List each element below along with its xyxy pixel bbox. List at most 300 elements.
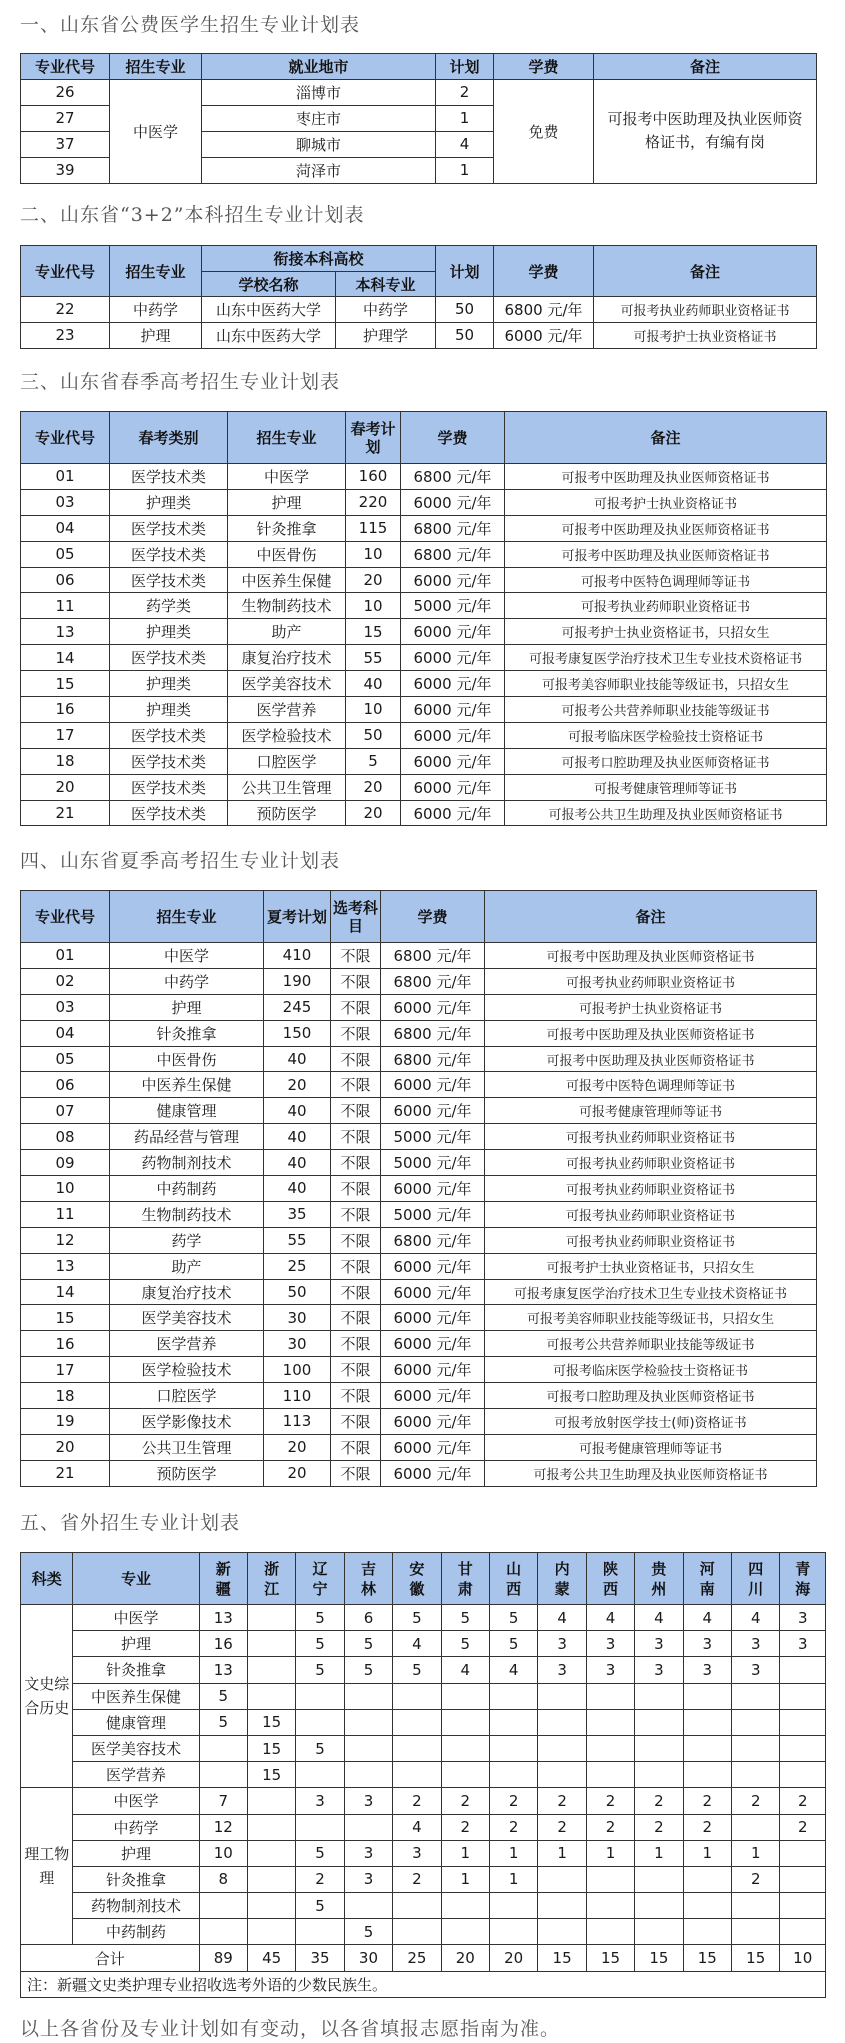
cell (586, 1866, 634, 1892)
cell: 可报考临床医学检验技士资格证书 (505, 722, 827, 748)
cell: 5000 元/年 (381, 1150, 485, 1176)
table-row (21, 1279, 817, 1305)
cell (683, 1866, 731, 1892)
cell (635, 1919, 683, 1945)
cell: 15 (21, 671, 110, 697)
cell (780, 1683, 826, 1709)
cell: 菏泽市 (202, 157, 436, 183)
table-row (21, 800, 827, 826)
cell: 医学技术类 (110, 774, 228, 800)
cell: 2 (780, 1788, 826, 1814)
cell: 20 (489, 1945, 537, 1971)
cell: 3 (344, 1866, 392, 1892)
cell: 可报考护士执业资格证书 (505, 489, 827, 515)
section-5-title: 五、省外招生专业计划表 (20, 1512, 241, 1534)
cell: 2 (441, 1814, 489, 1840)
cell: 公共卫生管理 (110, 1434, 264, 1460)
cell: 03 (21, 489, 110, 515)
table-row (21, 1460, 817, 1486)
fee-cell: 免费 (494, 80, 594, 184)
cell: 可报考执业药师职业资格证书 (485, 1176, 817, 1202)
cell: 医学技术类 (110, 515, 228, 541)
cell: 针灸推拿 (110, 1020, 264, 1046)
cell: 6000 元/年 (401, 567, 505, 593)
cell: 2 (732, 1866, 780, 1892)
cell: 5 (441, 1631, 489, 1657)
cell (296, 1919, 344, 1945)
cell: 40 (264, 1150, 331, 1176)
table-row (21, 80, 817, 106)
cell: 2 (296, 1866, 344, 1892)
table-row (21, 541, 827, 567)
cell: 不限 (331, 1331, 381, 1357)
cell: 03 (21, 994, 110, 1020)
cell: 口腔医学 (228, 748, 346, 774)
header-cell: 春考计划 (346, 412, 401, 464)
cell: 可报考执业药师职业资格证书 (594, 297, 817, 323)
cell: 50 (436, 297, 494, 323)
header-cell: 专业代号 (21, 246, 110, 297)
cell: 医学营养 (73, 1762, 199, 1788)
cell (683, 1709, 731, 1735)
cell: 15 (635, 1945, 683, 1971)
cell: 14 (21, 645, 110, 671)
cell: 6000 元/年 (381, 1383, 485, 1409)
cell: 27 (21, 105, 110, 131)
cell: 113 (264, 1409, 331, 1435)
cell: 15 (247, 1735, 295, 1761)
cell: 10 (780, 1945, 826, 1971)
cell: 不限 (331, 968, 381, 994)
cell: 150 (264, 1020, 331, 1046)
cell: 20 (264, 1460, 331, 1486)
header-cell: 专业 (73, 1553, 199, 1605)
cell: 中医养生保健 (73, 1683, 199, 1709)
cell: 山东中医药大学 (202, 297, 336, 323)
cell (489, 1762, 537, 1788)
category-cell: 理工物理 (21, 1788, 73, 1945)
cell (344, 1683, 392, 1709)
cell: 聊城市 (202, 131, 436, 157)
cell: 5 (296, 1735, 344, 1761)
cell: 2 (683, 1788, 731, 1814)
cell: 2 (436, 80, 494, 106)
cell: 3 (344, 1788, 392, 1814)
cell: 6000 元/年 (401, 697, 505, 723)
table-row (21, 722, 827, 748)
header-cell: 山西 (489, 1553, 537, 1605)
cell: 115 (346, 515, 401, 541)
header-cell: 就业地市 (202, 54, 436, 80)
cell (393, 1709, 441, 1735)
table-row (21, 1631, 826, 1657)
header-cell: 衔接本科高校 (202, 246, 436, 272)
cell: 2 (393, 1866, 441, 1892)
cell (732, 1762, 780, 1788)
cell (586, 1735, 634, 1761)
cell: 21 (21, 800, 110, 826)
cell: 20 (264, 1072, 331, 1098)
cell (732, 1814, 780, 1840)
cell: 1 (489, 1866, 537, 1892)
cell: 09 (21, 1150, 110, 1176)
cell: 3 (538, 1631, 586, 1657)
cell: 中药制药 (73, 1919, 199, 1945)
cell: 可报考美容师职业技能等级证书，只招女生 (505, 671, 827, 697)
cell: 山东中医药大学 (202, 322, 336, 348)
cell: 中医学 (228, 464, 346, 490)
cell: 18 (21, 1383, 110, 1409)
cell: 04 (21, 1020, 110, 1046)
cell: 可报考中医助理及执业医师资格证书 (485, 943, 817, 969)
cell: 3 (780, 1605, 826, 1631)
cell: 5 (199, 1683, 247, 1709)
cell: 不限 (331, 1176, 381, 1202)
cell: 23 (21, 322, 110, 348)
table-row (21, 567, 827, 593)
cell: 2 (732, 1788, 780, 1814)
table-row (21, 968, 817, 994)
header-cell: 学费 (494, 54, 594, 80)
cell (441, 1735, 489, 1761)
cell: 30 (264, 1331, 331, 1357)
cell: 5 (393, 1605, 441, 1631)
cell: 30 (344, 1945, 392, 1971)
header-cell: 甘肃 (441, 1553, 489, 1605)
cell (635, 1683, 683, 1709)
cell: 4 (732, 1605, 780, 1631)
cell: 2 (635, 1814, 683, 1840)
cell: 16 (21, 697, 110, 723)
table-row (21, 1046, 817, 1072)
cell (683, 1919, 731, 1945)
header-cell: 春考类别 (110, 412, 228, 464)
cell: 合计 (21, 1945, 200, 1971)
cell (393, 1893, 441, 1919)
cell: 160 (346, 464, 401, 490)
cell: 245 (264, 994, 331, 1020)
cell: 1 (732, 1840, 780, 1866)
cell: 可报考护士执业资格证书 (485, 994, 817, 1020)
cell: 不限 (331, 1020, 381, 1046)
cell: 13 (199, 1657, 247, 1683)
cell (538, 1866, 586, 1892)
out-of-province-table (20, 1552, 826, 1998)
cell: 6000 元/年 (401, 800, 505, 826)
cell: 190 (264, 968, 331, 994)
table-row (21, 1735, 826, 1761)
cell: 护理 (110, 322, 202, 348)
cell: 5 (296, 1893, 344, 1919)
major-cell: 中医学 (110, 80, 202, 184)
cell: 2 (635, 1788, 683, 1814)
cell: 5 (296, 1631, 344, 1657)
cell: 6800 元/年 (381, 943, 485, 969)
cell: 6800 元/年 (401, 464, 505, 490)
cell: 6800 元/年 (381, 1227, 485, 1253)
cell: 20 (346, 567, 401, 593)
cell: 可报考临床医学检验技士资格证书 (485, 1357, 817, 1383)
cell (732, 1893, 780, 1919)
cell: 2 (441, 1788, 489, 1814)
cell (199, 1762, 247, 1788)
cell (635, 1762, 683, 1788)
table-row (21, 1331, 817, 1357)
header-cell: 招生专业 (110, 246, 202, 297)
cell: 可报考中医助理及执业医师资格证书 (505, 464, 827, 490)
header-cell: 青海 (780, 1553, 826, 1605)
cell: 护理 (73, 1840, 199, 1866)
cell (393, 1919, 441, 1945)
cell: 针灸推拿 (73, 1657, 199, 1683)
table-row (21, 1201, 817, 1227)
cell: 22 (21, 297, 110, 323)
cell: 可报考执业药师职业资格证书 (485, 968, 817, 994)
cell: 6000 元/年 (494, 322, 594, 348)
cell (489, 1919, 537, 1945)
three-plus-two-table (20, 245, 817, 349)
cell (538, 1919, 586, 1945)
cell (780, 1709, 826, 1735)
cell: 医学美容技术 (228, 671, 346, 697)
cell: 16 (21, 1331, 110, 1357)
cell (247, 1814, 295, 1840)
cell: 可报考公共卫生助理及执业医师资格证书 (505, 800, 827, 826)
cell (393, 1762, 441, 1788)
cell (780, 1919, 826, 1945)
header-cell: 备注 (485, 891, 817, 943)
cell: 可报考口腔助理及执业医师资格证书 (505, 748, 827, 774)
cell: 药学 (110, 1227, 264, 1253)
table-row (21, 774, 827, 800)
cell: 10 (199, 1840, 247, 1866)
cell: 6000 元/年 (381, 1279, 485, 1305)
cell: 13 (199, 1605, 247, 1631)
cell: 中医骨伤 (110, 1046, 264, 1072)
cell: 3 (296, 1788, 344, 1814)
cell: 中医学 (73, 1605, 199, 1631)
header-cell: 备注 (505, 412, 827, 464)
cell: 可报考公共营养师职业技能等级证书 (485, 1331, 817, 1357)
cell: 40 (264, 1176, 331, 1202)
cell: 20 (346, 774, 401, 800)
cell: 中药制药 (110, 1176, 264, 1202)
cell: 10 (346, 593, 401, 619)
cell: 6000 元/年 (401, 645, 505, 671)
header-cell: 四川 (732, 1553, 780, 1605)
cell: 5 (441, 1605, 489, 1631)
header-cell: 备注 (594, 246, 817, 297)
table-note: 注：新疆文史类护理专业招收选考外语的少数民族生。 (21, 1971, 826, 1997)
cell: 4 (489, 1657, 537, 1683)
cell: 护理类 (110, 489, 228, 515)
cell: 医学影像技术 (110, 1409, 264, 1435)
cell: 5 (199, 1709, 247, 1735)
cell: 3 (393, 1840, 441, 1866)
cell: 不限 (331, 1409, 381, 1435)
table-row (21, 1150, 817, 1176)
cell: 医学美容技术 (73, 1735, 199, 1761)
cell (586, 1919, 634, 1945)
cell: 康复治疗技术 (110, 1279, 264, 1305)
cell: 13 (21, 1253, 110, 1279)
cell: 医学营养 (110, 1331, 264, 1357)
table-row (21, 1124, 817, 1150)
header-cell: 学校名称 (202, 272, 336, 297)
cell: 06 (21, 1072, 110, 1098)
cell: 中医学 (73, 1788, 199, 1814)
cell: 医学技术类 (110, 800, 228, 826)
cell: 可报考中医特色调理师等证书 (505, 567, 827, 593)
cell (489, 1709, 537, 1735)
cell: 6 (344, 1605, 392, 1631)
cell: 不限 (331, 1357, 381, 1383)
cell: 助产 (228, 619, 346, 645)
header-cell: 本科专业 (336, 272, 436, 297)
cell (247, 1631, 295, 1657)
cell (489, 1735, 537, 1761)
cell: 50 (436, 322, 494, 348)
table-row (21, 464, 827, 490)
table-row (21, 1176, 817, 1202)
cell: 35 (296, 1945, 344, 1971)
cell: 50 (346, 722, 401, 748)
header-cell: 计划 (436, 246, 494, 297)
cell: 05 (21, 541, 110, 567)
table-row (21, 1709, 826, 1735)
cell: 15 (247, 1762, 295, 1788)
cell: 6000 元/年 (381, 994, 485, 1020)
cell: 1 (538, 1840, 586, 1866)
cell: 6000 元/年 (381, 1176, 485, 1202)
cell: 健康管理 (73, 1709, 199, 1735)
cell: 6800 元/年 (381, 1046, 485, 1072)
cell: 01 (21, 943, 110, 969)
cell: 6000 元/年 (381, 1460, 485, 1486)
table-row (21, 943, 817, 969)
table-row (21, 1814, 826, 1840)
cell: 3 (635, 1631, 683, 1657)
cell (247, 1840, 295, 1866)
cell: 5 (393, 1657, 441, 1683)
cell (732, 1735, 780, 1761)
cell (683, 1893, 731, 1919)
table-row (21, 1866, 826, 1892)
table-row (21, 994, 817, 1020)
table-row (21, 1919, 826, 1945)
cell: 不限 (331, 1201, 381, 1227)
table-row (21, 1657, 826, 1683)
cell (683, 1735, 731, 1761)
cell: 医学检验技术 (110, 1357, 264, 1383)
cell (635, 1893, 683, 1919)
cell (538, 1683, 586, 1709)
cell: 中药学 (110, 968, 264, 994)
table-row (21, 1434, 817, 1460)
cell: 4 (441, 1657, 489, 1683)
header-cell: 夏考计划 (264, 891, 331, 943)
cell (247, 1919, 295, 1945)
cell: 13 (21, 619, 110, 645)
cell (780, 1866, 826, 1892)
cell: 可报考放射医学技士(师)资格证书 (485, 1409, 817, 1435)
cell (247, 1866, 295, 1892)
header-cell: 备注 (594, 54, 817, 80)
cell: 2 (489, 1788, 537, 1814)
cell: 预防医学 (110, 1460, 264, 1486)
cell: 医学技术类 (110, 645, 228, 671)
cell: 不限 (331, 1279, 381, 1305)
table-row (21, 1788, 826, 1814)
cell: 不限 (331, 1072, 381, 1098)
header-cell: 招生专业 (228, 412, 346, 464)
cell (683, 1683, 731, 1709)
cell: 6000 元/年 (381, 1357, 485, 1383)
cell: 6000 元/年 (401, 748, 505, 774)
header-cell: 选考科目 (331, 891, 381, 943)
cell: 12 (21, 1227, 110, 1253)
cell: 15 (586, 1945, 634, 1971)
cell (441, 1709, 489, 1735)
cell: 1 (436, 157, 494, 183)
cell: 20 (346, 800, 401, 826)
cell: 6000 元/年 (381, 1253, 485, 1279)
cell: 护理类 (110, 671, 228, 697)
cell: 2 (489, 1814, 537, 1840)
cell: 4 (393, 1814, 441, 1840)
cell: 6800 元/年 (381, 1020, 485, 1046)
table-row (21, 322, 817, 348)
table-row (21, 1683, 826, 1709)
header-cell: 浙江 (247, 1553, 295, 1605)
cell (732, 1709, 780, 1735)
cell: 6000 元/年 (401, 774, 505, 800)
cell: 中医养生保健 (228, 567, 346, 593)
cell (732, 1683, 780, 1709)
cell (780, 1893, 826, 1919)
header-cell: 安徽 (393, 1553, 441, 1605)
cell (780, 1762, 826, 1788)
header-cell: 招生专业 (110, 54, 202, 80)
cell: 11 (21, 593, 110, 619)
cell: 中药学 (336, 297, 436, 323)
cell (344, 1814, 392, 1840)
table-row (21, 645, 827, 671)
cell: 不限 (331, 1305, 381, 1331)
cell: 6800 元/年 (401, 515, 505, 541)
cell: 37 (21, 131, 110, 157)
cell: 助产 (110, 1253, 264, 1279)
cell: 15 (683, 1945, 731, 1971)
cell: 可报考公共卫生助理及执业医师资格证书 (485, 1460, 817, 1486)
cell: 医学技术类 (110, 464, 228, 490)
cell: 可报考健康管理师等证书 (485, 1434, 817, 1460)
cell: 医学技术类 (110, 748, 228, 774)
cell: 50 (264, 1279, 331, 1305)
cell: 5 (344, 1631, 392, 1657)
cell: 6000 元/年 (381, 1409, 485, 1435)
cell: 2 (586, 1788, 634, 1814)
note-row (21, 1971, 826, 1997)
cell: 40 (264, 1098, 331, 1124)
cell: 不限 (331, 1434, 381, 1460)
cell: 14 (21, 1279, 110, 1305)
cell: 淄博市 (202, 80, 436, 106)
table-row (21, 1305, 817, 1331)
cell: 1 (586, 1840, 634, 1866)
cell (344, 1893, 392, 1919)
table-row (21, 619, 827, 645)
